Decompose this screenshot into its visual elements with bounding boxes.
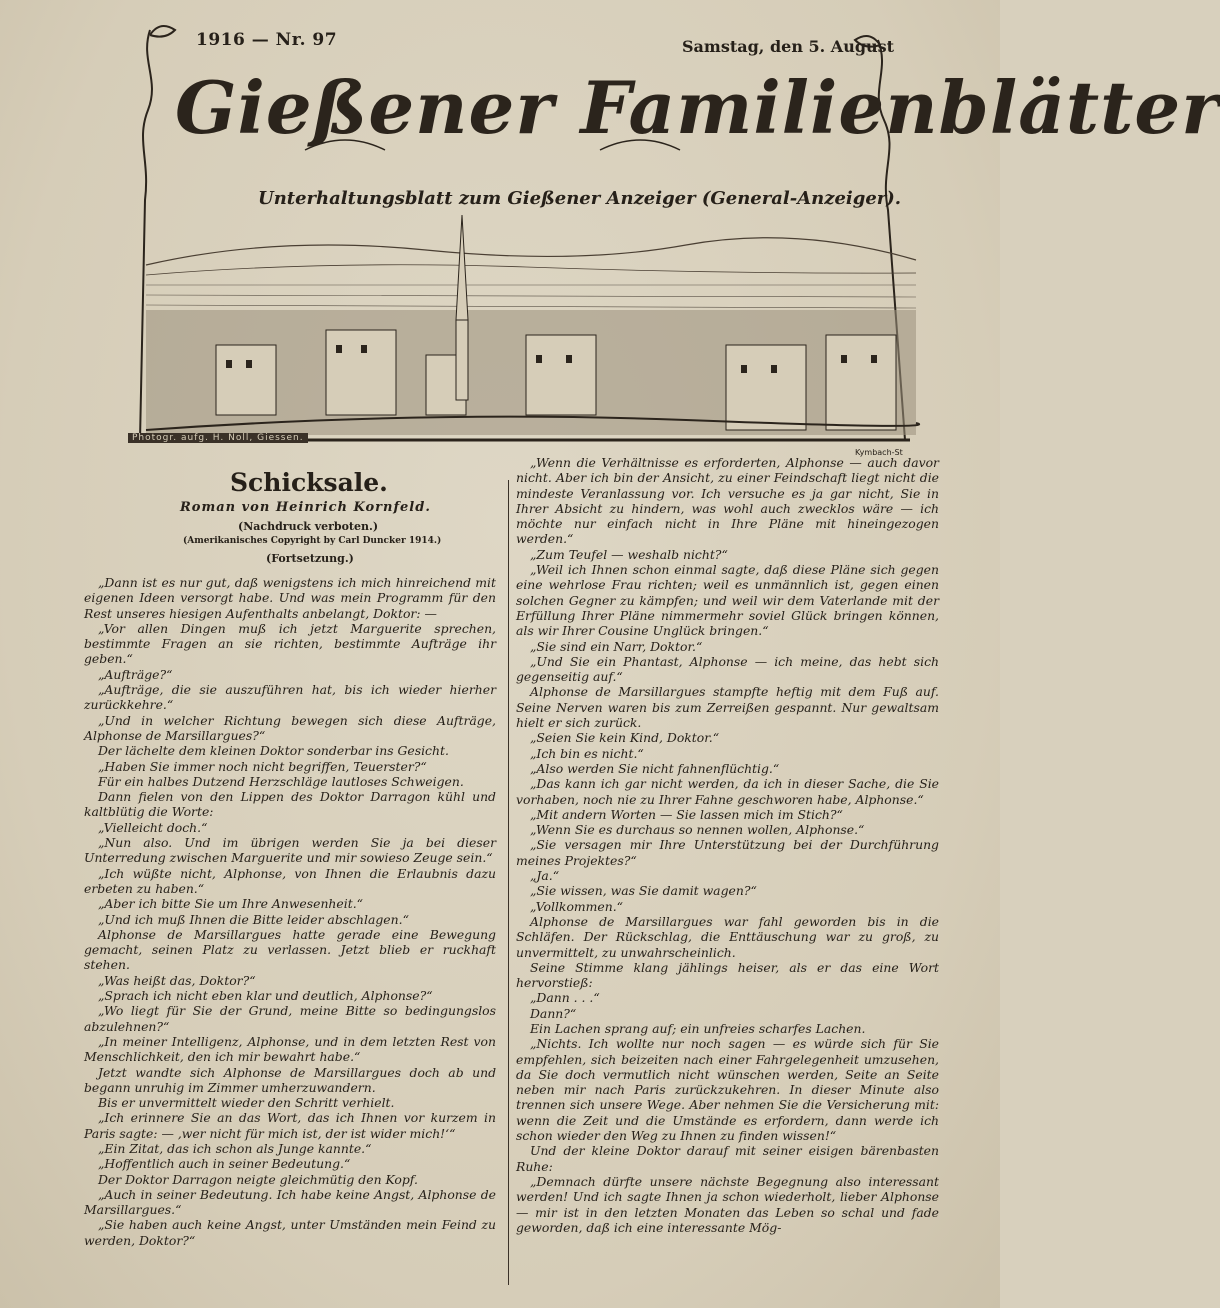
paragraph: „Dann . . .“ <box>530 990 600 1006</box>
paragraph: Der Doktor Darragon neigte gleichmütig den Kopf. <box>98 1171 418 1187</box>
story-title: Schicksale. <box>230 468 388 497</box>
paragraph: „Und Sie ein Phantast, Alphonse — ich meine, das hebt sich gegenseitig auf.“ <box>516 653 939 685</box>
text-column-right <box>516 455 939 1235</box>
paragraph: „Vollkommen.“ <box>530 898 623 914</box>
paragraph: „Weil ich Ihnen schon einmal sagte, daß diese Pläne sich gegen eine wehrlose Frau richten; weil es unmännlich ist, gegen einen solchen Gegner zu kämpfen; und weil wir dem Vaterlande mit der Erfüllung Ihrer Pläne nimmermehr soviel Glück bringen können, als wir Ihrer Cousine Unglück bringen.“ <box>516 562 939 639</box>
paragraph: „Ein Zitat, das ich schon als Junge kannte.“ <box>98 1140 372 1156</box>
text-column-left <box>84 575 496 1248</box>
paragraph: „Sie wissen, was Sie damit wagen?“ <box>530 883 757 899</box>
paragraph: Seine Stimme klang jählings heiser, als er das eine Wort hervorstieß: <box>516 959 939 991</box>
photo-credit: Photogr. aufg. H. Noll, Giessen. <box>128 433 308 443</box>
paragraph: „Ich erinnere Sie an das Wort, das ich Ihnen vor kurzem in Paris sagte: — ‚wer nicht für mich ist, der ist wider mich!‘“ <box>84 1110 496 1141</box>
paragraph: „Wenn die Verhältnisse es erforderten, Alphonse — auch davor nicht. Aber ich bin der Ansicht, zu einer Feindschaft liegt nicht die mindeste Veranlassung vor. Ich versuche es ja gar nicht, Sie in Ihrer Absicht zu hindern, was wohl auch zwecklos wäre — ich möchte nur einfach nicht in Ihre Pläne mit hineingezogen werden.“ <box>516 455 939 547</box>
paragraph: „Ich bin es nicht.“ <box>530 745 644 761</box>
paragraph: „Hoffentlich auch in seiner Bedeutung.“ <box>98 1156 351 1172</box>
paragraph: „Ja.“ <box>530 868 560 884</box>
paragraph: „Vielleicht doch.“ <box>98 819 208 835</box>
paragraph: Und der kleine Doktor darauf mit seiner eisigen bärenbasten Ruhe: <box>516 1143 939 1174</box>
paragraph: Bis er unvermittelt wieder den Schritt verhielt. <box>98 1095 395 1111</box>
paragraph: „Wo liegt für Sie der Grund, meine Bitte so bedingungslos abzulehnen?“ <box>84 1003 496 1034</box>
paragraph: „Was heißt das, Doktor?“ <box>98 972 256 988</box>
paragraph: „Sie haben auch keine Angst, unter Umständen mein Feind zu werden, Doktor?“ <box>84 1217 496 1248</box>
paragraph: „Das kann ich gar nicht werden, da ich in dieser Sache, die Sie vorhaben, noch nie zu Ihrer Fahne geschworen habe, Alphonse.“ <box>516 776 939 807</box>
paragraph: „Nichts. Ich wollte nur noch sagen — es würde sich für Sie empfehlen, sich beizeiten nach einer Fahrgelegenheit umzusehen, da Sie doch vermutlich nicht wünschen werden, Seite an Seite neben mir nach Paris zurückzukehren. In dieser Minute also trennen sich unsere Wege. Aber nehmen Sie die Versicherung mit: wenn die Zeit und die Umstände es erfordern, dann werde ich schon wieder den Weg zu Ihnen zu finden wissen!“ <box>516 1036 939 1144</box>
paragraph: „Seien Sie kein Kind, Doktor.“ <box>530 730 720 746</box>
paragraph: Ein Lachen sprang auf; ein unfreies scharfes Lachen. <box>530 1020 866 1036</box>
story-byline: Roman von Heinrich Kornfeld. <box>180 500 431 515</box>
paragraph: Für ein halbes Dutzend Herzschläge lautloses Schweigen. <box>98 773 464 789</box>
masthead-subtitle: Unterhaltungsblatt zum Gießener Anzeiger (General-Anzeiger). <box>258 188 902 209</box>
paragraph: „Und ich muß Ihnen die Bitte leider abschlagen.“ <box>98 911 409 927</box>
paragraph: Dann?“ <box>530 1005 577 1021</box>
paragraph: „Ich wüßte nicht, Alphonse, von Ihnen die Erlaubnis dazu erbeten zu haben.“ <box>84 865 496 896</box>
paragraph: „Mit andern Worten — Sie lassen mich im Stich?“ <box>530 806 843 822</box>
issue-date: Samstag, den 5. August <box>682 37 895 56</box>
city-panorama-illustration <box>126 205 926 465</box>
paragraph: „Und in welcher Richtung bewegen sich diese Aufträge, Alphonse de Marsillargues?“ <box>84 712 496 743</box>
reprint-note: (Nachdruck verboten.) <box>238 520 379 533</box>
paragraph: „Aber ich bitte Sie um Ihre Anwesenheit.“ <box>98 896 363 912</box>
paragraph: Alphonse de Marsillargues hatte gerade eine Bewegung gemacht, seinen Platz zu verlassen. Jetzt blieb er ruckhaft stehen. <box>84 926 496 973</box>
masthead-title: Gießener Familienblätter <box>175 65 1220 150</box>
paragraph: „Sie versagen mir Ihre Unterstützung bei der Durchführung meines Projektes?“ <box>516 837 939 868</box>
paragraph: „Aufträge, die sie auszuführen hat, bis ich wieder hierher zurückkehre.“ <box>84 682 496 713</box>
paragraph: „Sie sind ein Narr, Doktor.“ <box>530 638 703 654</box>
paragraph: Jetzt wandte sich Alphonse de Marsillargues doch ab und begann unruhig im Zimmer umherzuwandern. <box>84 1064 496 1095</box>
paragraph: „Dann ist es nur gut, daß wenigstens ich mich hinreichend mit eigenen Ideen versorgt habe. Und was mein Programm für den Rest unseres hiesigen Aufenthalts anbelangt, Doktor: — <box>84 575 496 621</box>
paragraph: „Haben Sie immer noch nicht begriffen, Teuerster?“ <box>98 758 427 774</box>
paragraph: Alphonse de Marsillargues war fahl geworden bis in die Schläfen. Der Rückschlag, die Enttäuschung war zu groß, zu unvermittelt, zu unwahrscheinlich. <box>516 913 939 960</box>
paragraph: „Zum Teufel — weshalb nicht?“ <box>530 546 728 562</box>
issue-number: 1916 — Nr. 97 <box>196 30 338 50</box>
paragraph: „Demnach dürfte unsere nächste Begegnung also interessant werden! Und ich sagte Ihnen ja schon wiederholt, lieber Alphonse — mir ist in den letzten Monaten das Leben so schal und fade geworden, daß ich eine interessante Mög- <box>516 1173 939 1235</box>
engraver-mark: Kymbach-St <box>855 448 903 457</box>
continuation-note: (Fortsetzung.) <box>266 552 354 565</box>
column-divider <box>508 480 509 1285</box>
paragraph: Der lächelte dem kleinen Doktor sonderbar ins Gesicht. <box>98 743 449 759</box>
paragraph: „Wenn Sie es durchaus so nennen wollen, Alphonse.“ <box>530 822 865 838</box>
paragraph: „In meiner Intelligenz, Alphonse, und in dem letzten Rest von Menschlichkeit, den ich mir bewahrt habe.“ <box>84 1033 496 1065</box>
paragraph: Dann fielen von den Lippen des Doktor Darragon kühl und kaltblütig die Worte: <box>84 789 496 820</box>
paragraph: „Sprach ich nicht eben klar und deutlich, Alphonse?“ <box>98 988 433 1004</box>
paragraph: „Vor allen Dingen muß ich jetzt Marguerite sprechen, bestimmte Fragen an sie richten, bestimmte Aufträge ihr geben.“ <box>84 620 496 667</box>
paragraph: „Aufträge?“ <box>98 666 173 682</box>
copyright-note: (Amerikanisches Copyright by Carl Duncker 1914.) <box>183 536 442 546</box>
paragraph: „Nun also. Und im übrigen werden Sie ja bei dieser Unterredung zwischen Marguerite und mir sowieso Zeuge sein.“ <box>84 835 496 866</box>
paragraph: „Also werden Sie nicht fahnenflüchtig.“ <box>530 760 780 776</box>
paragraph: „Auch in seiner Bedeutung. Ich habe keine Angst, Alphonse de Marsillargues.“ <box>84 1186 496 1218</box>
paragraph: Alphonse de Marsillargues stampfte heftig mit dem Fuß auf. Seine Nerven waren bis zum Zerreißen gespannt. Nur gewaltsam hielt er sich zurück. <box>516 684 939 731</box>
